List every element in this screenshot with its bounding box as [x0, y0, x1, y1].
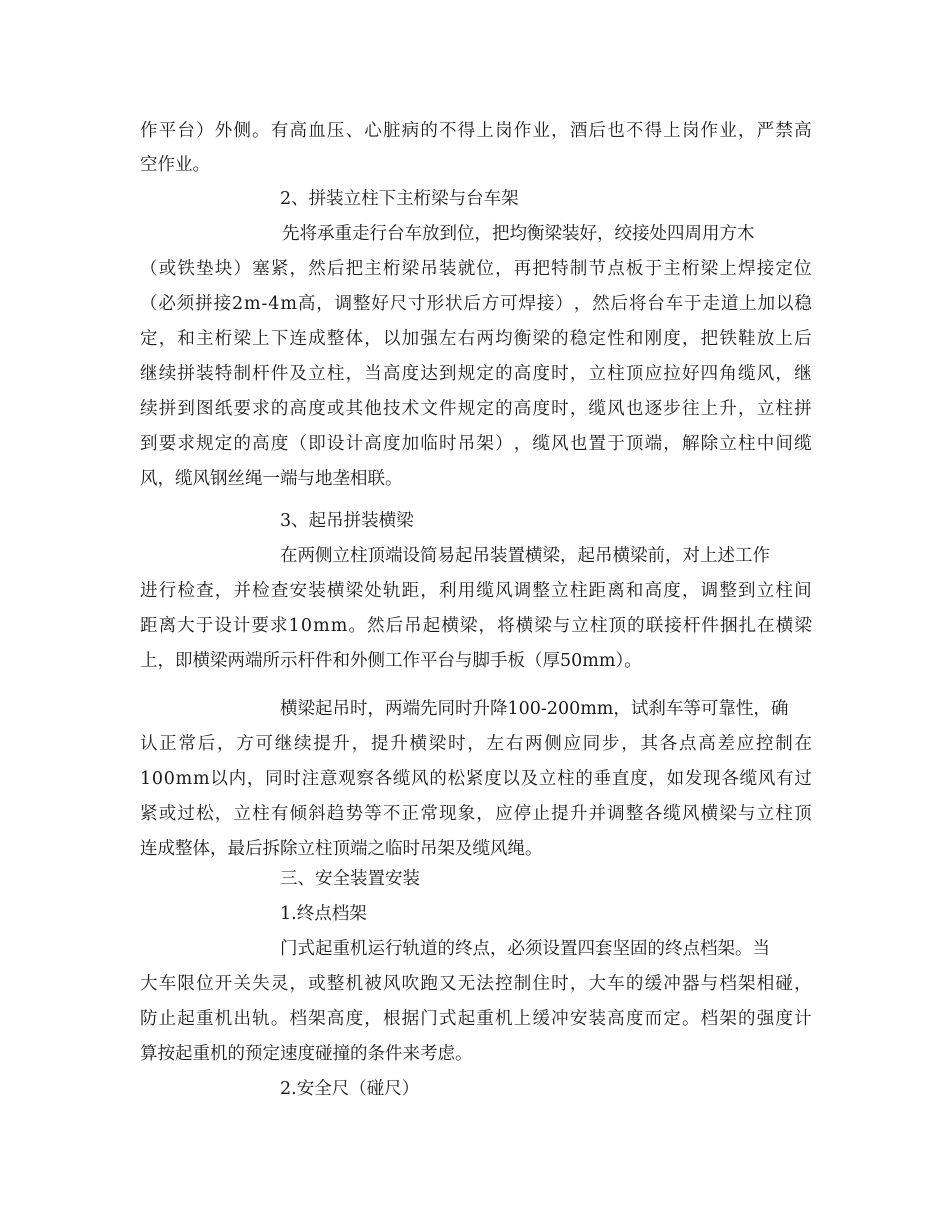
section-heading: 2、拼装立柱下主桁梁与台车架 — [280, 189, 519, 209]
paragraph-line: 距 离 大 于 设 计 要 求 1 0 m m 。 然 后 吊 起 横 梁 ， 将 横 梁 与 立 柱 顶 的 联 接 杆 件 捆 扎 在 横 梁 — [140, 616, 812, 636]
paragraph-line: 定 ， 和 主 桁 梁 上 下 连 成 整 体 ， 以 加 强 左 右 两 均 衡 梁 的 稳 定 性 和 刚 度 ， 把 铁 鞋 放 上 后 — [140, 329, 812, 349]
section-heading: 三、安全装置安装 — [280, 869, 420, 889]
paragraph-line: 大 车 限 位 开 关 失 灵 ， 或 整 机 被 风 吹 跑 又 无 法 控 制 住 时 ， 大 车 的 缓 冲 器 与 档 架 相 碰 ， — [140, 974, 812, 994]
paragraph-line: 防 止 起 重 机 出 轨 。 档 架 高 度 ， 根 据 门 式 起 重 机 上 缓 冲 安 装 高 度 而 定 。 档 架 的 强 度 计 — [140, 1009, 812, 1029]
paragraph-line: 连成整体，最后拆除立柱顶端之临时吊架及缆风绳。 — [140, 839, 543, 859]
paragraph-line: 1 0 0 m m 以 内 ， 同 时 注 意 观 察 各 缆 风 的 松 紧 度 以 及 立 柱 的 垂 直 度 ， 如 发 现 各 缆 风 有 过 — [140, 769, 812, 789]
paragraph-line: 续 拼 到 图 纸 要 求 的 高 度 或 其 他 技 术 文 件 规 定 的 高 度 时 ， 缆 风 也 逐 步 往 上 升 ， 立 柱 拼 — [140, 399, 812, 419]
paragraph-line: 门式起重机运行轨道的终点，必须设置四套坚固的终点档架。当 — [280, 939, 770, 959]
paragraph-line: 进 行 检 查 ， 并 检 查 安 装 横 梁 处 轨 距 ， 利 用 缆 风 调 整 立 柱 距 离 和 高 度 ， 调 整 到 立 柱 间 — [140, 581, 812, 601]
paragraph-line: 上，即横梁两端所示杆件和外侧工作平台与脚手板（厚50mm）。 — [140, 651, 642, 671]
section-heading: 3、起吊拼装横梁 — [280, 511, 414, 531]
paragraph-line: 横梁起吊时，两端先同时升降100-200mm，试刹车等可靠性，确 — [280, 699, 789, 719]
paragraph-line: 认 正 常 后 ， 方 可 继 续 提 升 ， 提 升 横 梁 时 ， 左 右 两 侧 应 同 步 ， 其 各 点 高 差 应 控 制 在 — [140, 734, 812, 754]
paragraph-line: 作 平 台 ） 外 侧 。 有 高 血 压 、 心 脏 病 的 不 得 上 岗 作 业 ， 酒 后 也 不 得 上 岗 作 业 ， 严 禁 高 — [140, 121, 812, 141]
paragraph-line: （ 或 铁 垫 块 ） 塞 紧 ， 然 后 把 主 桁 梁 吊 装 就 位 ， 再 把 特 制 节 点 板 于 主 桁 梁 上 焊 接 定 位 — [140, 259, 812, 279]
paragraph-line: 风，缆风钢丝绳一端与地垄相联。 — [140, 469, 403, 489]
subsection-heading: 1.终点档架 — [280, 904, 367, 924]
paragraph-line: 紧 或 过 松 ， 立 柱 有 倾 斜 趋 势 等 不 正 常 现 象 ， 应 停 止 提 升 并 调 整 各 缆 风 横 梁 与 立 柱 顶 — [140, 804, 812, 824]
paragraph-line: （ 必 须 拼 接 2 m - 4 m 高 ， 调 整 好 尺 寸 形 状 后 方 可 焊 接 ） ， 然 后 将 台 车 于 走 道 上 加 以 稳 — [140, 294, 812, 314]
paragraph-line: 在两侧立柱顶端设简易起吊装置横梁，起吊横梁前，对上述工作 — [280, 546, 770, 566]
paragraph-line: 继 续 拼 装 特 制 杆 件 及 立 柱 ， 当 高 度 达 到 规 定 的 高 度 时 ， 立 柱 顶 应 拉 好 四 角 缆 风 ， 继 — [140, 364, 812, 384]
paragraph-line: 算按起重机的预定速度碰撞的条件来考虑。 — [140, 1044, 473, 1064]
paragraph-line: 到 要 求 规 定 的 高 度 （ 即 设 计 高 度 加 临 时 吊 架 ） ， 缆 风 也 置 于 顶 端 ， 解 除 立 柱 中 间 缆 — [140, 434, 812, 454]
paragraph-line: 先将承重走行台车放到位，把均衡梁装好，绞接处四周用方木 — [282, 224, 755, 244]
subsection-heading: 2.安全尺（碰尺） — [280, 1079, 420, 1099]
paragraph-line: 空作业。 — [140, 155, 210, 175]
